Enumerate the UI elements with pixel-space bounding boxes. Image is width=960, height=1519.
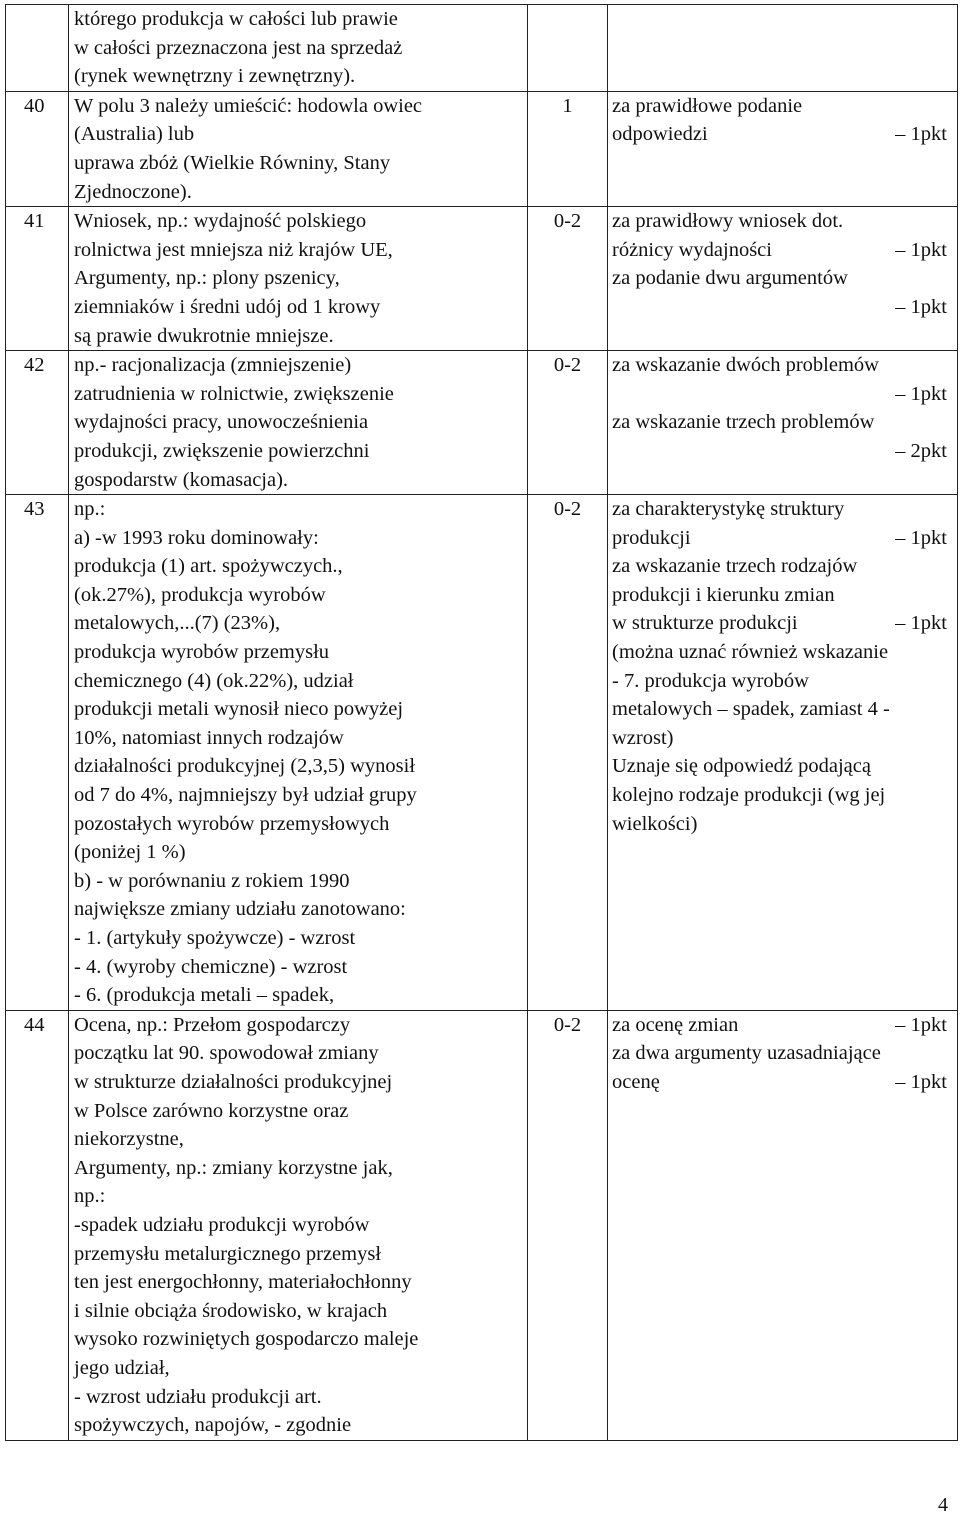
- answer-line: Ocena, np.: Przełom gospodarczy: [74, 1013, 351, 1036]
- criteria-text: wielkości): [612, 812, 698, 835]
- criteria-text: za wskazanie trzech rodzajów: [612, 555, 858, 578]
- criteria-line: [612, 207, 947, 236]
- criteria-text: za podanie dwu argumentów: [612, 267, 848, 290]
- answer-line: np.- racjonalizacja (zmniejszenie): [74, 354, 352, 377]
- answer-line: są prawie dwukrotnie mniejsze.: [74, 324, 334, 347]
- answer-line: pozostałych wyrobów przemysłowych: [74, 812, 390, 835]
- answer-line: -spadek udziału produkcji wyrobów: [74, 1213, 370, 1236]
- answer-line: (rynek wewnętrzny i zewnętrzny).: [74, 65, 356, 88]
- answer-line: - wzrost udziału produkcji art.: [74, 1385, 322, 1408]
- criteria-line: [612, 781, 947, 810]
- answer-line: np.:: [74, 1185, 106, 1208]
- scoring-criteria: [608, 91, 958, 206]
- answer-line: b) - w porównaniu z rokiem 1990: [74, 869, 350, 892]
- criteria-line: [612, 638, 947, 667]
- page-number: 4: [938, 1494, 948, 1516]
- task-row: [6, 207, 958, 351]
- criteria-text: - 7. produkcja wyrobów: [612, 669, 809, 692]
- criteria-line: [612, 609, 947, 638]
- criteria-line: [612, 1068, 947, 1097]
- model-answer: [69, 91, 528, 206]
- criteria-line: [612, 552, 947, 581]
- criteria-text: Uznaje się odpowiedź podającą: [612, 755, 871, 778]
- task-number: [6, 5, 69, 92]
- answer-line: produkcji, zwiększenie powierzchni: [74, 439, 370, 462]
- answer-line: - 4. (wyroby chemiczne) - wzrost: [74, 955, 348, 978]
- answer-line: w całości przeznaczona jest na sprzedaż: [74, 36, 403, 59]
- model-answer: [69, 351, 528, 495]
- criteria-score: – 1pkt: [895, 238, 947, 261]
- criteria-text: odpowiedzi: [612, 123, 708, 146]
- answer-line: i silnie obciąża środowisko, w krajach: [74, 1299, 388, 1322]
- answer-line: produkcja wyrobów przemysłu: [74, 641, 330, 664]
- answer-line: Wniosek, np.: wydajność polskiego: [74, 210, 367, 233]
- answer-line: Argumenty, np.: zmiany korzystne jak,: [74, 1156, 393, 1179]
- answer-line: niekorzystne,: [74, 1128, 184, 1151]
- criteria-score: – 2pkt: [895, 439, 947, 462]
- points-range: 1: [528, 91, 608, 206]
- criteria-text: produkcji: [612, 526, 691, 549]
- scoring-criteria: [608, 207, 958, 351]
- criteria-line: [612, 236, 947, 265]
- criteria-text: za charakterystykę struktury: [612, 498, 845, 521]
- model-answer: [69, 1010, 528, 1440]
- points-range: 0-2: [528, 1010, 608, 1440]
- answer-line: (ok.27%), produkcja wyrobów: [74, 583, 326, 606]
- criteria-text: za ocenę zmian: [612, 1013, 739, 1036]
- answer-line: zatrudnienia w rolnictwie, zwiększenie: [74, 382, 394, 405]
- answer-line: w Polsce zarówno korzystne oraz: [74, 1099, 349, 1122]
- answer-line: - 6. (produkcja metali – spadek,: [74, 984, 335, 1007]
- criteria-text: metalowych – spadek, zamiast 4 -: [612, 698, 890, 721]
- criteria-line: [612, 120, 947, 149]
- task-number: 40: [6, 91, 69, 206]
- task-row: [6, 5, 958, 92]
- answer-line: metalowych,...(7) (23%),: [74, 612, 281, 635]
- answer-line: ten jest energochłonny, materiałochłonny: [74, 1271, 412, 1294]
- task-row: [6, 1010, 958, 1440]
- criteria-line: [612, 351, 947, 380]
- criteria-text: za prawidłowy wniosek dot.: [612, 210, 844, 233]
- answer-line: Argumenty, np.: plony pszenicy,: [74, 267, 340, 290]
- criteria-line: [612, 1039, 947, 1068]
- criteria-text: za dwa argumenty uzasadniające: [612, 1042, 881, 1065]
- answer-line: uprawa zbóż (Wielkie Równiny, Stany: [74, 151, 391, 174]
- criteria-line: [612, 408, 947, 437]
- criteria-line: [612, 380, 947, 409]
- scoring-criteria: [608, 5, 958, 92]
- criteria-line: [612, 524, 947, 553]
- answer-line: największe zmiany udziału zanotowano:: [74, 898, 406, 921]
- answer-line: wydajności pracy, unowocześnienia: [74, 411, 369, 434]
- task-number: 43: [6, 495, 69, 1011]
- criteria-line: [612, 264, 947, 293]
- criteria-score: – 1pkt: [895, 382, 947, 405]
- criteria-score: – 1pkt: [895, 295, 947, 318]
- task-row: [6, 495, 958, 1011]
- criteria-text: ocenę: [612, 1070, 660, 1093]
- criteria-text: za wskazanie trzech problemów: [612, 411, 875, 434]
- answer-line: gospodarstw (komasacja).: [74, 468, 289, 491]
- criteria-line: [612, 437, 947, 466]
- criteria-line: [612, 695, 947, 724]
- answer-line: 10%, natomiast innych rodzajów: [74, 726, 344, 749]
- answer-line: produkcji metali wynosił nieco powyżej: [74, 698, 404, 721]
- points-range: 0-2: [528, 351, 608, 495]
- criteria-text: za prawidłowe podanie: [612, 94, 803, 117]
- criteria-line: [612, 810, 947, 839]
- answer-line: (Australia) lub: [74, 123, 195, 146]
- task-row: [6, 91, 958, 206]
- points-range: [528, 5, 608, 92]
- answer-line: spożywczych, napojów, - zgodnie: [74, 1414, 352, 1437]
- criteria-text: kolejno rodzaje produkcji (wg jej: [612, 784, 886, 807]
- answer-line: - 1. (artykuły spożywcze) - wzrost: [74, 927, 356, 949]
- answer-line: działalności produkcyjnej (2,3,5) wynosił: [74, 755, 416, 778]
- answer-line: ziemniaków i średni udój od 1 krowy: [74, 295, 381, 318]
- answer-line: np.:: [74, 498, 106, 521]
- criteria-score: – 1pkt: [895, 1070, 947, 1093]
- scoring-criteria: [608, 1010, 958, 1440]
- task-number: 41: [6, 207, 69, 351]
- criteria-score: – 1pkt: [895, 1013, 947, 1036]
- model-answer: [69, 5, 528, 92]
- criteria-line: [612, 1011, 947, 1040]
- task-number: 44: [6, 1010, 69, 1440]
- criteria-text: za wskazanie dwóch problemów: [612, 354, 879, 377]
- scoring-criteria: [608, 495, 958, 1011]
- answer-line: wysoko rozwiniętych gospodarczo maleje: [74, 1328, 419, 1351]
- criteria-line: [612, 581, 947, 610]
- answer-line: produkcja (1) art. spożywczych.,: [74, 555, 343, 578]
- answer-key-table: [5, 4, 958, 1441]
- answer-line: początku lat 90. spowodował zmiany: [74, 1042, 379, 1065]
- points-range: 0-2: [528, 207, 608, 351]
- criteria-line: [612, 92, 947, 121]
- criteria-score: – 1pkt: [895, 123, 947, 146]
- criteria-score: – 1pkt: [895, 612, 947, 635]
- answer-line: a) -w 1993 roku dominowały:: [74, 526, 319, 549]
- task-row: [6, 351, 958, 495]
- model-answer: [69, 207, 528, 351]
- answer-line: przemysłu metalurgicznego przemysł: [74, 1242, 382, 1265]
- answer-line: od 7 do 4%, najmniejszy był udział grupy: [74, 784, 417, 807]
- criteria-line: [612, 724, 947, 753]
- criteria-score: – 1pkt: [895, 526, 947, 549]
- answer-line: jego udział,: [74, 1356, 170, 1379]
- task-number: 42: [6, 351, 69, 495]
- model-answer: [69, 495, 528, 1011]
- answer-line: (poniżej 1 %): [74, 841, 186, 864]
- criteria-text: wzrost): [612, 726, 674, 749]
- criteria-text: produkcji i kierunku zmian: [612, 583, 835, 606]
- answer-line: chemicznego (4) (ok.22%), udział: [74, 669, 354, 692]
- criteria-line: [612, 667, 947, 696]
- criteria-text: różnicy wydajności: [612, 238, 772, 261]
- criteria-line: [612, 495, 947, 524]
- answer-line: W polu 3 należy umieścić: hodowla owiec: [74, 94, 423, 117]
- criteria-line: [612, 752, 947, 781]
- answer-line: w strukturze działalności produkcyjnej: [74, 1070, 393, 1093]
- answer-line: rolnictwa jest mniejsza niż krajów UE,: [74, 238, 393, 261]
- criteria-line: [612, 293, 947, 322]
- answer-line: Zjednoczone).: [74, 180, 192, 203]
- scoring-criteria: [608, 351, 958, 495]
- criteria-text: w strukturze produkcji: [612, 612, 798, 635]
- criteria-text: (można uznać również wskazanie: [612, 641, 889, 664]
- answer-line: którego produkcja w całości lub prawie: [74, 8, 398, 30]
- points-range: 0-2: [528, 495, 608, 1011]
